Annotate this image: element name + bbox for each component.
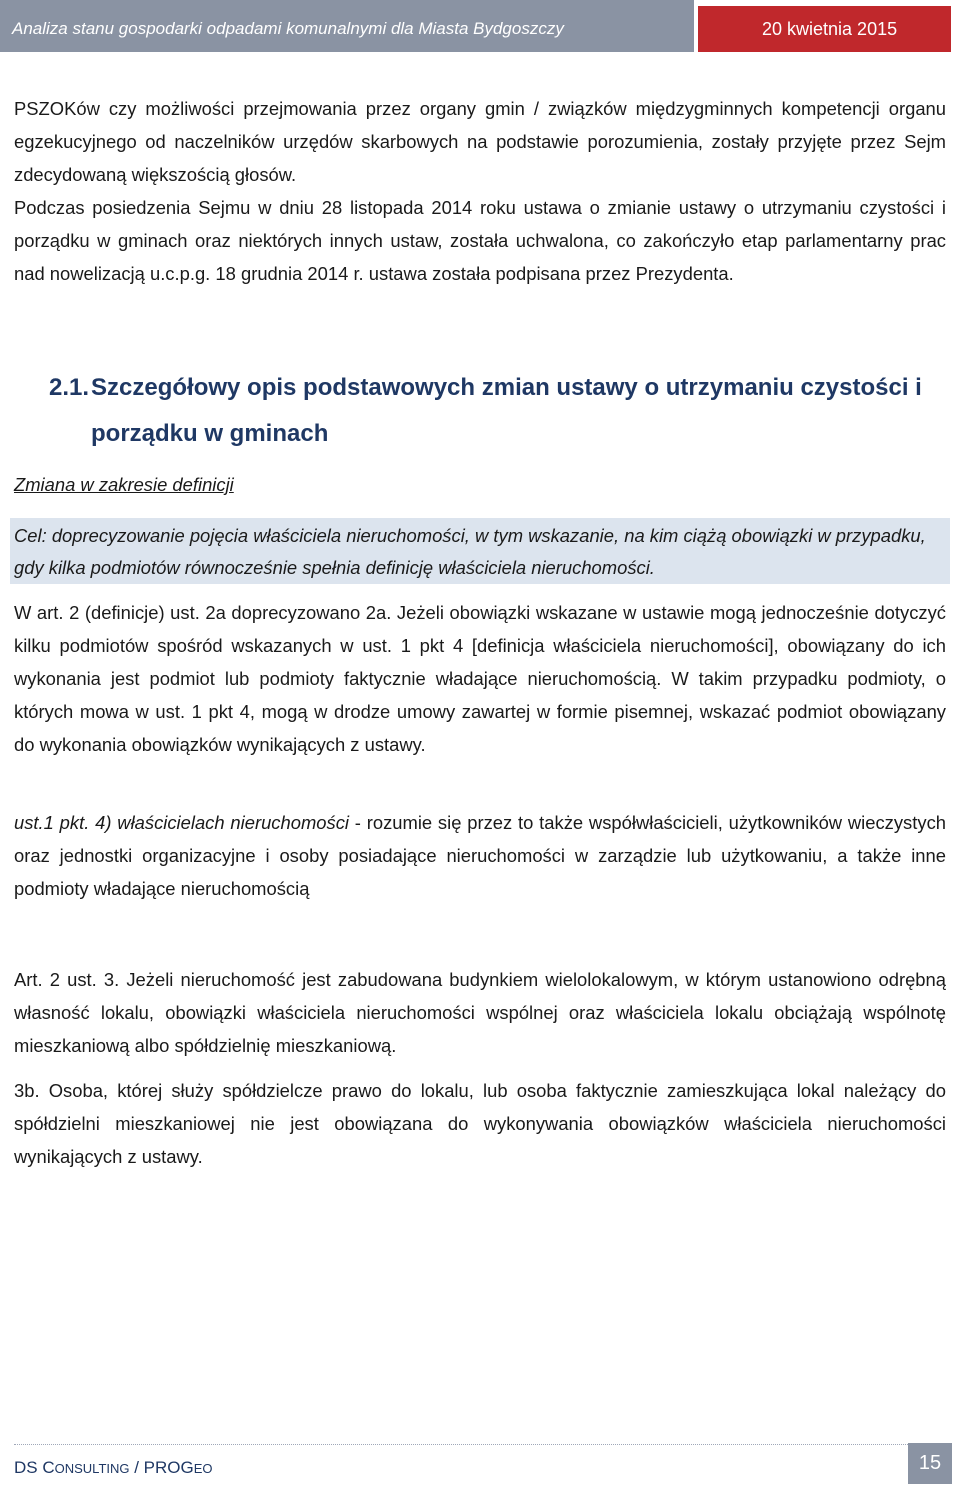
paragraph-sejm: Podczas posiedzenia Sejmu w dniu 28 listopada 2014 roku ustawa o zmianie ustawy o utrzymaniu czystości i porządku w gminach oraz niektórych innych ustaw, została uchwalona, co zakończyło etap parlamentarny prac nad nowelizacją u.c.p.g. 18 grudnia 2014 r. ustawa została podpisana przez Prezydenta. [14, 197, 946, 284]
subheading-definitions: Zmiana w zakresie definicji [14, 474, 234, 495]
footer-company-eo: EO [193, 1461, 213, 1476]
section-title-line1: Szczegółowy opis podstawowych zmian ustawy o utrzymaniu czystości i [91, 374, 922, 401]
article-2-ust-3 [14, 963, 946, 1062]
article-3b [14, 1074, 946, 1173]
section-number: 2.1. [49, 374, 90, 401]
footer-company-g: G [180, 1458, 194, 1477]
definition-paragraph [14, 806, 946, 905]
footer-company-onsulting: ONSULTING [54, 1461, 130, 1476]
paragraph-art2-ust3: Art. 2 ust. 3. Jeżeli nieruchomość jest zabudowana budynkiem wielolokalowym, w którym ustanowiono odrębną własność lokalu, obowiązki właściciela nieruchomości wspólnej oraz właściciela lokalu obciążają wspólnotę mieszkaniową albo spółdzielnię mieszkaniową. [14, 969, 946, 1056]
goal-box: Cel: doprecyzowanie pojęcia właściciela nieruchomości, w tym wskazanie, na kim ciążą obowiązki w przypadku, gdy kilka podmiotów równocześnie spełnia definicję właściciela nieruchomości. [10, 518, 950, 584]
paragraph-ust1-pkt4 [14, 806, 946, 905]
paragraph-art2-2a: W art. 2 (definicje) ust. 2a doprecyzowano 2a. Jeżeli obowiązki wskazane w ustawie mogą jednocześnie dotyczyć kilku podmiotów spośród wskazanych w ust. 1 pkt 4 [definicja właściciela nieruchomości], obowiązany do ich wykonania jest podmiot lub podmioty faktycznie władające nieruchomością. W takim przypadku podmioty, o których mowa w ust. 1 pkt 4, mogą w drodze umowy zawartej w formie pisemnej, wskazać podmiot obowiązany do wykonania obowiązków wynikających z ustawy. [14, 602, 946, 755]
page-header [0, 0, 960, 52]
definition-text: - rozumie się przez to także współwłaścicieli, użytkowników wieczystych oraz jednostki organizacyjne i osoby posiadające nieruchomości w zarządzie lub użytkowaniu, a także inne podmioty władające nieruchomością [14, 812, 946, 899]
document-title: Analiza stanu gospodarki odpadami komunalnymi dla Miasta Bydgoszczy [0, 0, 694, 52]
section-title-line2: porządku w gminach [91, 420, 329, 447]
footer-company-sep: / PRO [129, 1458, 181, 1477]
definition-term: ust.1 pkt. 4) właścicielach nieruchomości [14, 812, 349, 833]
section-heading [49, 365, 947, 457]
intro-text [14, 92, 946, 290]
footer-company-ds: DS C [14, 1458, 55, 1477]
page-number: 15 [908, 1443, 952, 1484]
document-date: 20 kwietnia 2015 [698, 6, 951, 52]
footer-divider [14, 1444, 910, 1445]
footer-company [14, 1458, 213, 1478]
paragraph-3b: 3b. Osoba, której służy spółdzielcze prawo do lokalu, lub osoba faktycznie zamieszkująca lokal należący do spółdzielni mieszkaniowej nie jest obowiązana do wykonywania obowiązków właściciela nieruchomości wynikających z ustawy. [14, 1080, 946, 1167]
article-2-paragraph [14, 596, 946, 761]
paragraph-pszok: PSZOKów czy możliwości przejmowania przez organy gmin / związków międzygminnych kompetencji organu egzekucyjnego od naczelników urzędów skarbowych na podstawie porozumienia, zostały przyjęte przez Sejm zdecydowaną większością głosów. [14, 98, 946, 185]
